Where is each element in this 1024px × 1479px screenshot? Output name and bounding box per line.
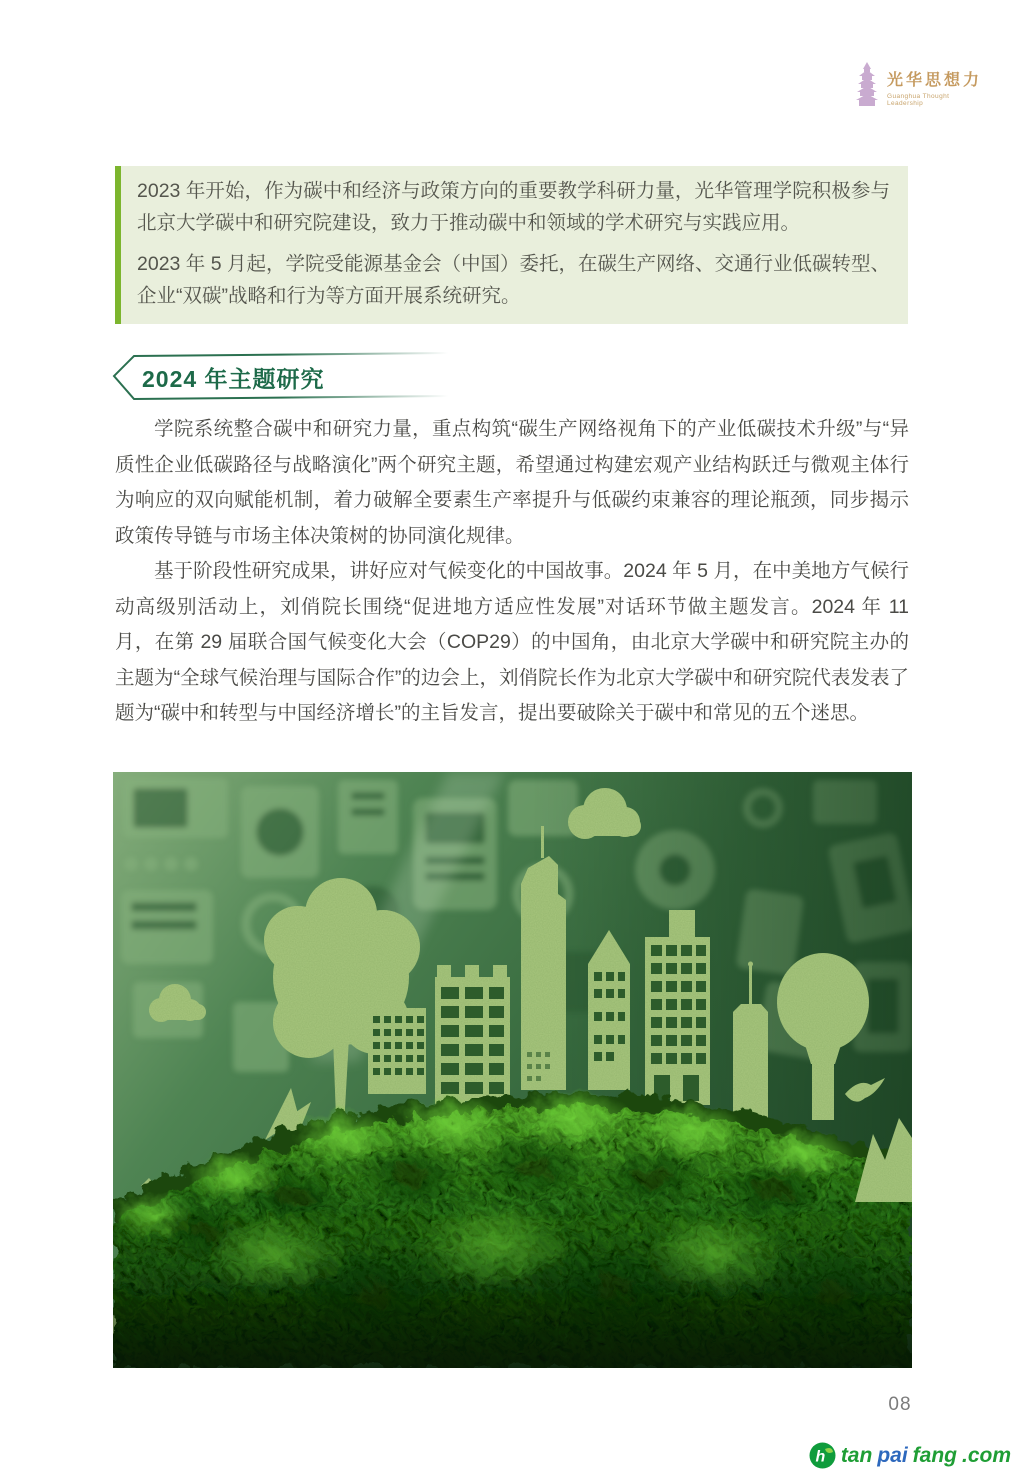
highlight-paragraph: 2023 年开始，作为碳中和经济与政策方向的重要教学科研力量，光华管理学院积极参与北京大学碳中和研究院建设，致力于推动碳中和领域的学术研究与实践应用。 [137,180,890,234]
watermark-text-tan: tan [840,1443,873,1467]
section-header [110,348,455,404]
body-paragraph-1: 学院系统整合碳中和研究力量，重点构筑“碳生产网络视角下的产业低碳技术升级”与“异质性企业低碳路径与战略演化”两个研究主题，希望通过构建宏观产业结构跃迁与微观主体行为响应的双向赋能机制，着力破解全要素生产率提升与低碳约束兼容的理论瓶颈，同步揭示政策传导链与市场主体决策树的协同演化规律。 [115,418,909,547]
building-pointed [588,930,630,1090]
guanghua-logo [854,57,986,117]
tanpaifang-watermark[interactable] [809,1442,1011,1469]
pagoda-icon [854,62,880,113]
watermark-text-fang: fang [912,1443,957,1467]
highlight-box [115,166,908,324]
watermark-text-pai: pai [877,1443,908,1467]
section-title: 2024 年主题研究 [142,366,325,392]
svg-text:h: h [815,1448,826,1466]
eco-city-image [113,772,912,1368]
watermark-text-com: .com [961,1443,1011,1467]
logo-en-text: Guanghua Thought Leadership [887,93,950,107]
page-number: 08 [888,1394,912,1415]
body-paragraph-2: 基于阶段性研究成果，讲好应对气候变化的中国故事。2024 年 5 月，在中美地方气候行动高级别活动上，刘俏院长围绕“促进地方适应性发展”对话环节做主题发言。2024 年 11 月，在第 29 届联合国气候变化大会（COP29）的中国角，由北京大学碳中和研究院主办的主题为“全球气候治理与国际合作”的边会上，刘俏院长作为北京大学碳中和研究院代表发表了题为“碳中和转型与中国经济增长”的主旨发言，提出要破除关于碳中和常见的五个迷思。 [115,560,909,725]
eco-city-illustration [113,772,912,1368]
highlight-paragraph: 2023 年 5 月起，学院受能源基金会（中国）委托，在碳生产网络、交通行业低碳转型、企业“双碳”战略和行为等方面开展系统研究。 [137,253,890,307]
logo-cn-text: 光华思想力 [887,72,983,89]
tanpaifang-icon [809,1442,836,1469]
